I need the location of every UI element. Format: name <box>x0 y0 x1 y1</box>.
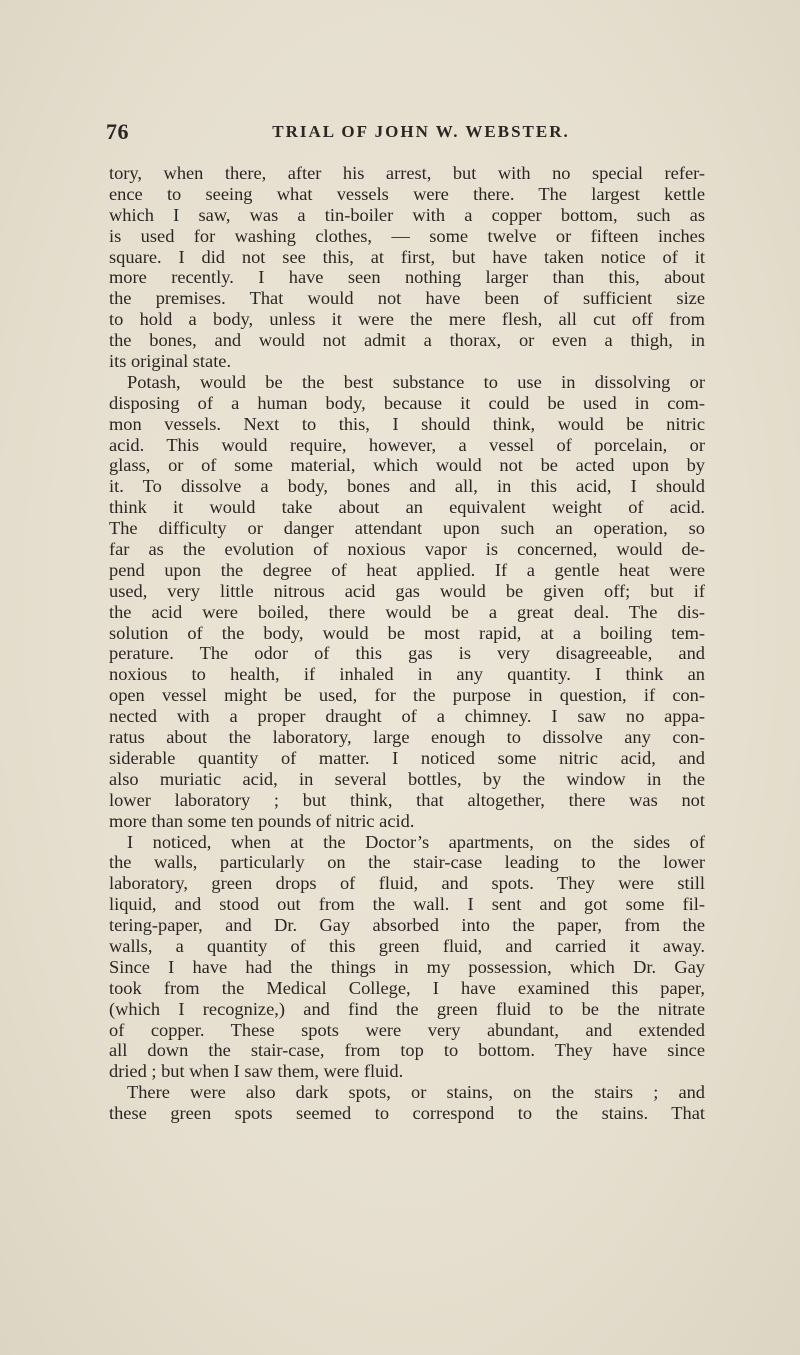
text-line: walls, a quantity of this green fluid, and carried it away. <box>109 935 705 956</box>
text-line: these green spots seemed to correspond to the stains. That <box>109 1103 705 1124</box>
text-line: also muriatic acid, in several bottles, by the window in the <box>109 768 705 789</box>
text-line: nected with a proper draught of a chimney. I saw no appa- <box>109 706 705 727</box>
text-line: (which I recognize,) and find the green fluid to be the nitrate <box>109 998 705 1019</box>
text-line: the acid were boiled, there would be a great deal. The dis- <box>109 601 705 622</box>
text-line: of copper. These spots were very abundant, and extended <box>109 1019 705 1040</box>
text-line: think it would take about an equivalent weight of acid. <box>109 497 705 518</box>
text-line: siderable quantity of matter. I noticed some nitric acid, and <box>109 747 705 768</box>
page-number: 76 <box>106 119 129 144</box>
text-line: liquid, and stood out from the wall. I sent and got some fil- <box>109 894 705 915</box>
text-line: glass, or of some material, which would not be acted upon by <box>109 455 705 476</box>
page-header <box>106 119 706 149</box>
text-line: I noticed, when at the Doctor’s apartments, on the sides of <box>127 831 705 852</box>
text-line: the walls, particularly on the stair-case leading to the lower <box>109 852 705 873</box>
text-line: pend upon the degree of heat applied. If a gentle heat were <box>109 559 705 580</box>
text-line: the bones, and would not admit a thorax, or even a thigh, in <box>109 330 705 351</box>
text-line: lower laboratory ; but think, that altogether, there was not <box>109 789 705 810</box>
text-line: tory, when there, after his arrest, but with no special refer- <box>109 163 705 183</box>
text-line: disposing of a human body, because it could be used in com- <box>109 392 705 413</box>
text-line: solution of the body, would be most rapid, at a boiling tem- <box>109 622 705 643</box>
text-line: acid. This would require, however, a vessel of porcelain, or <box>109 434 705 455</box>
text-line: mon vessels. Next to this, I should think, would be nitric <box>109 413 705 434</box>
text-line: it. To dissolve a body, bones and all, in this acid, I should <box>109 476 705 497</box>
text-line: perature. The odor of this gas is very disagreeable, and <box>109 643 705 664</box>
text-line: There were also dark spots, or stains, on the stairs ; and <box>127 1082 705 1103</box>
text-line: tering-paper, and Dr. Gay absorbed into the paper, from the <box>109 915 705 936</box>
text-line: open vessel might be used, for the purpose in question, if con- <box>109 685 705 706</box>
text-line: laboratory, green drops of fluid, and spots. They were still <box>109 873 705 894</box>
text-line: its original state. <box>109 351 232 372</box>
text-line: The difficulty or danger attendant upon such an operation, so <box>109 518 705 539</box>
text-line: Since I have had the things in my possession, which Dr. Gay <box>109 956 705 977</box>
text-line: is used for washing clothes, — some twelve or fifteen inches <box>109 225 705 246</box>
body-text <box>109 163 705 1124</box>
text-line: more recently. I have seen nothing larger than this, about <box>109 267 705 288</box>
text-line: more than some ten pounds of nitric acid. <box>109 810 415 831</box>
text-line: all down the stair-case, from top to bottom. They have since <box>109 1040 705 1061</box>
text-line: ence to seeing what vessels were there. The largest kettle <box>109 183 705 204</box>
text-line: used, very little nitrous acid gas would be given off; but if <box>109 580 705 601</box>
text-line: Potash, would be the best substance to use in dissolving or <box>127 371 705 392</box>
text-line: square. I did not see this, at first, but have taken notice of it <box>109 246 705 267</box>
text-line: which I saw, was a tin-boiler with a copper bottom, such as <box>109 204 705 225</box>
running-head: TRIAL OF JOHN W. WEBSTER. <box>272 122 570 141</box>
text-line: ratus about the laboratory, large enough to dissolve any con- <box>109 727 705 748</box>
text-line: the premises. That would not have been of sufficient size <box>109 288 705 309</box>
text-line: dried ; but when I saw them, were fluid. <box>109 1061 404 1082</box>
text-line: took from the Medical College, I have examined this paper, <box>109 977 705 998</box>
text-line: far as the evolution of noxious vapor is concerned, would de- <box>109 539 705 560</box>
text-line: noxious to health, if inhaled in any quantity. I think an <box>109 664 705 685</box>
text-line: to hold a body, unless it were the mere flesh, all cut off from <box>109 309 705 330</box>
